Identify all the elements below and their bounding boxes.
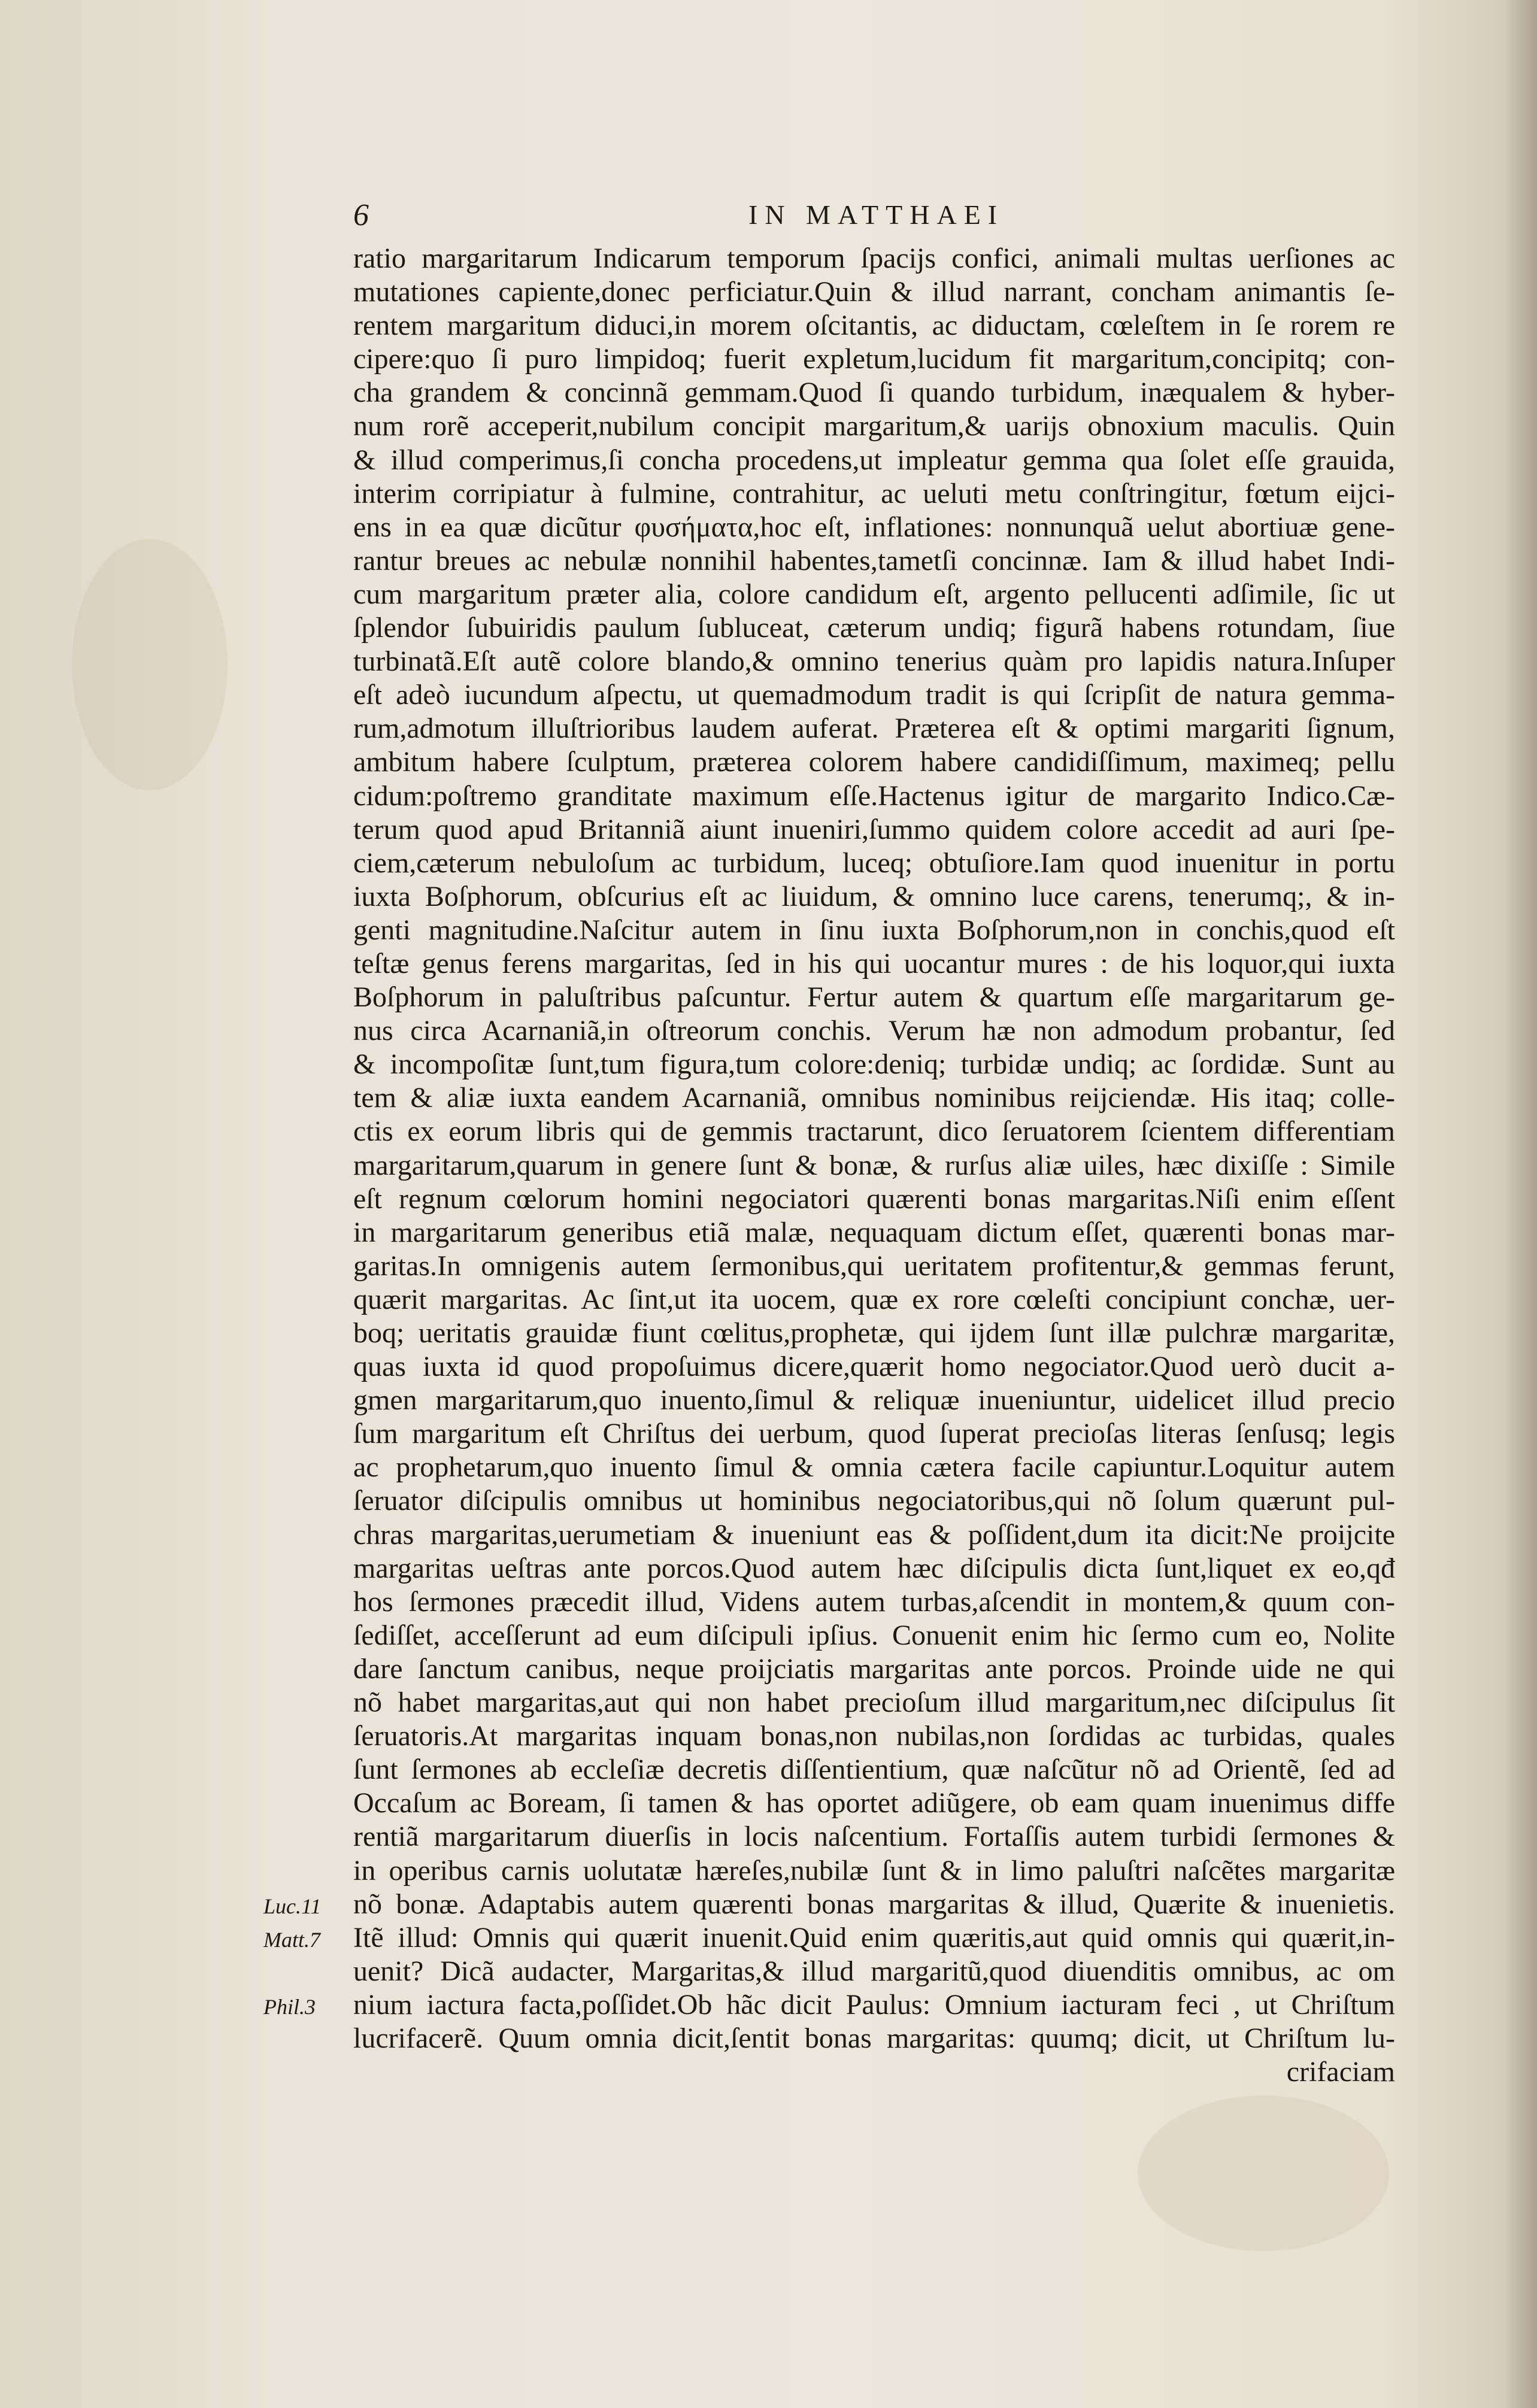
text-line: mutationes capiente,donec perficiatur.Quin & illud narrant, concham animantis ſe- bbox=[353, 276, 1395, 308]
text-line: ens in ea quæ dicũtur φυσήματα,hoc eſt, inflationes: nonnunquã uelut abortiuæ gene- bbox=[353, 511, 1395, 543]
text-line: hos ſermones præcedit illud, Videns autem turbas,aſcendit in montem,& quum con- bbox=[353, 1585, 1395, 1618]
text-line: uenit? Dicã audacter, Margaritas,& illud margaritũ,quod diuenditis omnibus, ac om bbox=[353, 1955, 1395, 1987]
text-line: rentiã margaritarum diuerſis in locis naſcentium. Fortaſſis autem turbidi ſermones & bbox=[353, 1821, 1395, 1853]
text-line: rum,admotum illuſtrioribus laudem auferat. Præterea eſt & optimi margariti ſignum, bbox=[353, 712, 1395, 745]
text-line: nõ bonæ. Adaptabis autem quærenti bonas margaritas & illud, Quærite & inuenietis. bbox=[353, 1888, 1395, 1920]
margin-note: Luc.11 bbox=[263, 1894, 322, 1918]
running-head: IN MATTHAEI bbox=[748, 199, 1005, 230]
text-line: cha grandem & concinnã gemmam.Quod ſi quando turbidum, inæqualem & hyber- bbox=[353, 377, 1395, 409]
text-line: quærit margaritas. Ac ſint,ut ita uocem, quæ ex rore cœleſti concipiunt conchæ, uer- bbox=[353, 1283, 1395, 1315]
text-line: ctis ex eorum libris qui de gemmis tractarunt, dico ſeruatorem ſcientem differentiam bbox=[353, 1115, 1395, 1148]
text-line: cum margaritum præter alia, colore candidum eſt, argento pellucenti adſimile, ſic ut bbox=[353, 578, 1395, 610]
text-line: nus circa Acarnaniã,in oſtreorum conchis. Verum hæ non admodum probantur, ſed bbox=[353, 1015, 1395, 1047]
text-line: interim corripiatur à fulmine, contrahitur, ac ueluti metu conſtringitur, fœtum eijci- bbox=[353, 477, 1395, 509]
text-line: dare ſanctum canibus, neque proijciatis margaritas ante porcos. Proinde uide ne qui bbox=[353, 1652, 1395, 1685]
text-line: genti magnitudine.Naſcitur autem in ſinu iuxta Boſphorum,non in conchis,quod eſt bbox=[353, 914, 1395, 946]
text-line: Occaſum ac Boream, ſi tamen & has oportet adiũgere, ob eam quam inuenimus diffe bbox=[353, 1787, 1395, 1819]
text-line: & incompoſitæ ſunt,tum figura,tum colore:deniq; turbidæ undiq; ac ſordidæ. Sunt au bbox=[353, 1048, 1395, 1081]
text-line: iuxta Boſphorum, obſcurius eſt ac liuidum, & omnino luce carens, tenerumq;, & in- bbox=[353, 880, 1395, 912]
margin-note: Matt.7 bbox=[263, 1928, 320, 1952]
text-line: ſediſſet, acceſſerunt ad eum diſcipuli ipſius. Conuenit enim hic ſermo cum eo, Nolite bbox=[353, 1619, 1395, 1651]
text-line: rantur breues ac nebulæ nonnihil habentes,tametſi concinnæ. Iam & illud habet Indi- bbox=[353, 544, 1395, 577]
text-line: margaritarum,quarum in genere ſunt & bonæ, & rurſus aliæ uiles, hæc dixiſſe : Simile bbox=[353, 1149, 1395, 1181]
text-line: teſtæ genus ferens margaritas, ſed in his qui uocantur mures : de his loquor,qui iuxta bbox=[353, 947, 1395, 979]
text-line: turbinatã.Eſt autẽ colore blando,& omnino tenerius quàm pro lapidis natura.Inſuper bbox=[353, 645, 1395, 678]
page-header bbox=[353, 198, 1407, 233]
text-line: ſum margaritum eſt Chriſtus dei uerbum, quod ſuperat precioſas literas ſenſusq; legis bbox=[353, 1418, 1395, 1450]
gutter-shadow bbox=[1504, 0, 1537, 2408]
paper-stain bbox=[72, 539, 228, 790]
text-line: lucrifacerẽ. Quum omnia dicit,ſentit bonas margaritas: quumq; dicit, ut Chriſtum lu- bbox=[353, 2022, 1395, 2054]
margin-note: Phil.3 bbox=[263, 1995, 316, 2019]
text-line: num rorẽ acceperit,nubilum concipit margaritum,& uarijs obnoxium maculis. Quin bbox=[353, 410, 1395, 442]
text-line: eſt adeò iucundum aſpectu, ut quemadmodum tradit is qui ſcripſit de natura gemma- bbox=[353, 679, 1395, 711]
text-line: rentem margaritum diduci,in morem oſcitantis, ac diductam, cœleſtem in ſe rorem re bbox=[353, 310, 1395, 342]
text-line: nium iactura facta,poſſidet.Ob hãc dicit Paulus: Omnium iacturam feci , ut Chriſtum bbox=[353, 1988, 1395, 2021]
text-line: ſeruator diſcipulis omnibus ut hominibus negociatoribus,qui nõ ſolum quærunt pul- bbox=[353, 1485, 1395, 1517]
text-line: nõ habet margaritas,aut qui non habet precioſum illud margaritum,nec diſcipulus ſit bbox=[353, 1687, 1395, 1719]
text-line: gmen margaritarum,quo inuento,ſimul & reliquæ inueniuntur, uidelicet illud precio bbox=[353, 1384, 1395, 1417]
text-line: eſt regnum cœlorum homini negociatori quærenti bonas margaritas.Niſi enim eſſent bbox=[353, 1182, 1395, 1215]
text-line: & illud comperimus,ſi concha procedens,ut impleatur gemma qua ſolet eſſe grauida, bbox=[353, 444, 1395, 476]
text-line: chras margaritas,uerumetiam & inueniunt eas & poſſident,dum ita dicit:Ne proijcite bbox=[353, 1518, 1395, 1551]
body-text bbox=[353, 242, 1395, 2089]
text-line: Itẽ illud: Omnis qui quærit inuenit.Quid enim quæritis,aut quid omnis qui quærit,in- bbox=[353, 1921, 1395, 1954]
text-line: crifaciam bbox=[1286, 2056, 1395, 2088]
text-line: ratio margaritarum Indicarum temporum ſpacijs confici, animali multas uerſiones ac bbox=[353, 242, 1395, 274]
text-line: quas iuxta id quod propoſuimus dicere,quærit homo negociator.Quod uerò ducit a- bbox=[353, 1351, 1395, 1383]
text-line: ſeruatoris.At margaritas inquam bonas,non nubilas,non ſordidas ac turbidas, quales bbox=[353, 1720, 1395, 1752]
text-line: in operibus carnis uolutatæ hæreſes,nubilæ ſunt & in limo paluſtri naſcẽtes margaritæ bbox=[353, 1854, 1395, 1887]
text-line: ſunt ſermones ab eccleſiæ decretis diſſentientium, quæ naſcũtur nõ ad Orientẽ, ſed ad bbox=[353, 1754, 1395, 1786]
text-line: ambitum habere ſculptum, præterea colorem habere candidiſſimum, maximeq; pellu bbox=[353, 746, 1395, 778]
text-line: ac prophetarum,quo inuento ſimul & omnia cætera facile capiuntur.Loquitur autem bbox=[353, 1451, 1395, 1484]
text-line: terum quod apud Britanniã aiunt inueniri,ſummo quidem colore accedit ad auri ſpe- bbox=[353, 813, 1395, 845]
text-line: boq; ueritatis grauidæ fiunt cœlitus,prophetæ, qui ijdem ſunt illæ pulchræ margaritæ, bbox=[353, 1317, 1395, 1349]
text-line: ciem,cæterum nebuloſum ac turbidum, luceq; obtuſiore.Iam quod inuenitur in portu bbox=[353, 847, 1395, 879]
page-number: 6 bbox=[353, 198, 369, 232]
paper-stain bbox=[1138, 2095, 1389, 2251]
text-line: garitas.In omnigenis autem ſermonibus,qui ueritatem profitentur,& gemmas ferunt, bbox=[353, 1250, 1395, 1282]
text-line: Boſphorum in paluſtribus paſcuntur. Fertur autem & quartum eſſe margaritarum ge- bbox=[353, 981, 1395, 1014]
text-line: cidum:poſtremo granditate maximum eſſe.Hactenus igitur de margarito Indico.Cæ- bbox=[353, 780, 1395, 812]
text-line: margaritas ueſtras ante porcos.Quod autem hæc diſcipulis dicta ſunt,liquet ex eo,qđ bbox=[353, 1552, 1395, 1584]
text-line: cipere:quo ſi puro limpidoq; fuerit expletum,lucidum fit margaritum,concipitq; con- bbox=[353, 343, 1395, 375]
text-line: in margaritarum generibus etiã malæ, nequaquam dictum eſſet, quærenti bonas mar- bbox=[353, 1216, 1395, 1248]
text-line: tem & aliæ iuxta eandem Acarnaniã, omnibus nominibus reijciendæ. His itaq; colle- bbox=[353, 1082, 1395, 1114]
text-line: ſplendor ſubuiridis paulum ſubluceat, cæterum undiq; figurã habens rotundam, ſiue bbox=[353, 612, 1395, 644]
